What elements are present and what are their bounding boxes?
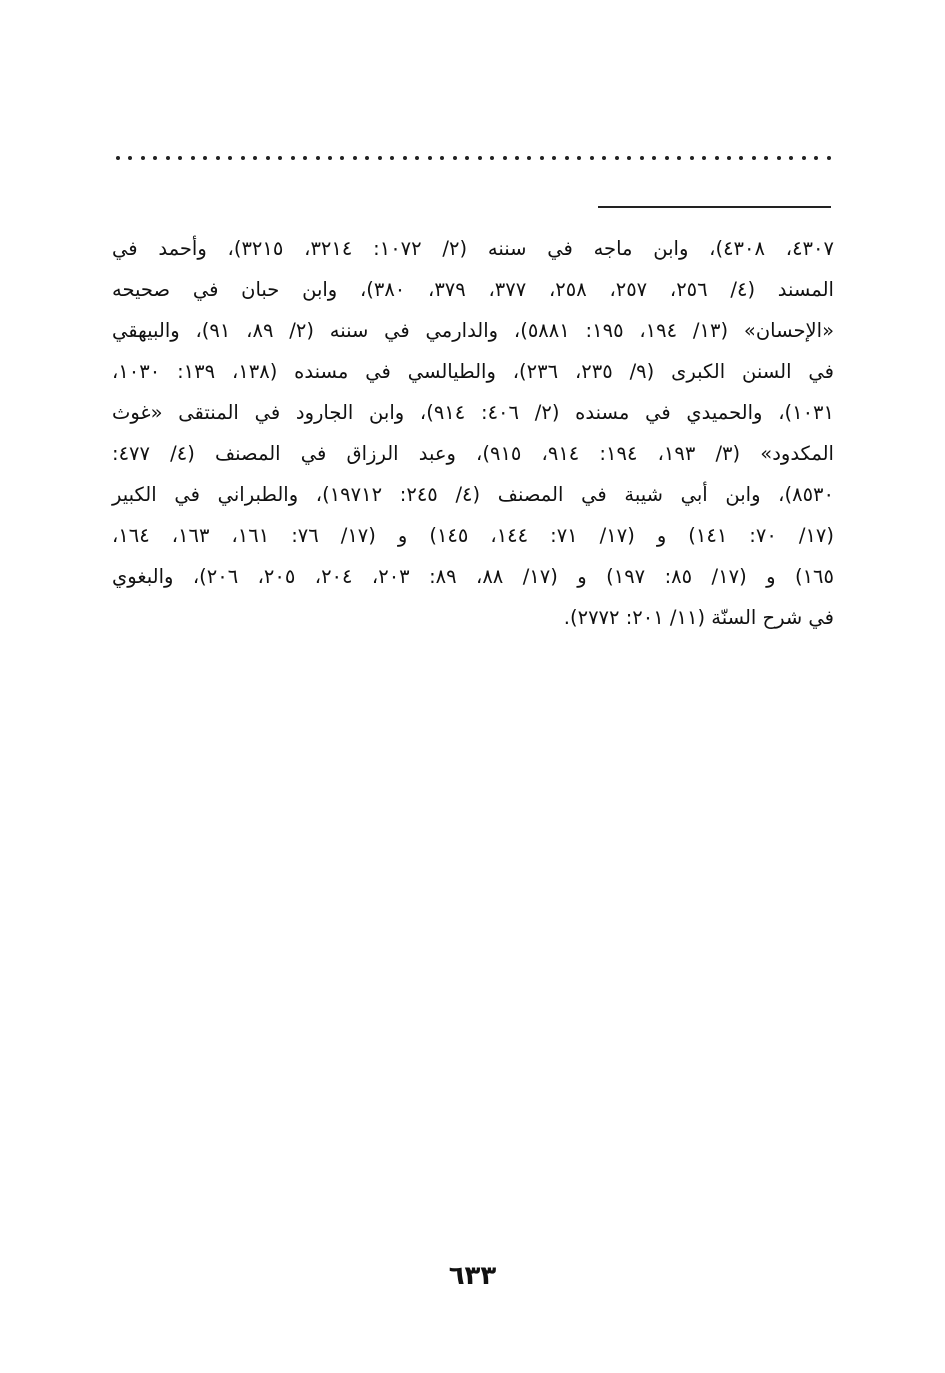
footnote-line: ١٦٥) و (١٧/ ٨٥: ١٩٧) و (١٧/ ٨٨، ٨٩: ٢٠٣، ٢٠٤، ٢٠٥، ٢٠٦)، والبغوي <box>112 565 834 588</box>
separator-dot <box>503 156 507 160</box>
separator-dot <box>777 156 781 160</box>
separator-dot <box>378 156 382 160</box>
separator-dot <box>739 156 743 160</box>
separator-dot <box>228 156 232 160</box>
separator-dot <box>440 156 444 160</box>
separator-dot <box>216 156 220 160</box>
separator-dot <box>490 156 494 160</box>
separator-dot <box>615 156 619 160</box>
separator-dot <box>814 156 818 160</box>
separator-dot <box>702 156 706 160</box>
separator-dot <box>789 156 793 160</box>
footnote-line: في شرح السنّة (١١/ ٢٠١: ٢٧٧٢). <box>563 606 834 629</box>
footnote-line: ٤٣٠٧، ٤٣٠٨)، وابن ماجه في سننه (٢/ ١٠٧٢: ٣٢١٤، ٣٢١٥)، وأحمد في <box>112 237 834 260</box>
page-number: ٦٣٣ <box>448 1261 497 1291</box>
separator-dot <box>191 156 195 160</box>
separator-dot <box>602 156 606 160</box>
separator-dot <box>515 156 519 160</box>
separator-dot <box>340 156 344 160</box>
separator-dot <box>652 156 656 160</box>
separator-dot <box>141 156 145 160</box>
footnote-line: «الإحسان» (١٣/ ١٩٤، ١٩٥: ٥٨٨١)، والدارمي في سننه (٢/ ٨٩، ٩١)، والبيهقي <box>112 319 834 342</box>
footnote-line: ١٠٣١)، والحميدي في مسنده (٢/ ٤٠٦: ٩١٤)، وابن الجارود في المنتقى «غوث <box>112 401 834 424</box>
footnote-separator-rule <box>598 206 831 208</box>
footnote-line: في السنن الكبرى (٩/ ٢٣٥، ٢٣٦)، والطيالسي في مسنده (١٣٨، ١٣٩: ١٠٣٠، <box>112 360 834 383</box>
separator-dot <box>540 156 544 160</box>
separator-dot <box>328 156 332 160</box>
footnote-text <box>112 228 834 638</box>
separator-dot <box>403 156 407 160</box>
separator-dot <box>827 156 831 160</box>
separator-dot <box>116 156 120 160</box>
separator-dot <box>453 156 457 160</box>
separator-dot <box>752 156 756 160</box>
separator-dot <box>128 156 132 160</box>
separator-dot <box>565 156 569 160</box>
separator-dot <box>802 156 806 160</box>
separator-dot <box>178 156 182 160</box>
separator-dot <box>203 156 207 160</box>
separator-dot <box>764 156 768 160</box>
separator-dot <box>166 156 170 160</box>
separator-dot <box>640 156 644 160</box>
footnote-line: المسند (٤/ ٢٥٦، ٢٥٧، ٢٥٨، ٣٧٧، ٣٧٩، ٣٨٠)، وابن حبان في صحيحه <box>112 278 834 301</box>
footnote-line: المكدود» (٣/ ١٩٣، ١٩٤: ٩١٤، ٩١٥)، وعبد الرزاق في المصنف (٤/ ٤٧٧: <box>112 442 834 465</box>
separator-dot <box>465 156 469 160</box>
separator-dot <box>266 156 270 160</box>
dotted-separator <box>116 148 831 168</box>
separator-dot <box>390 156 394 160</box>
separator-dot <box>241 156 245 160</box>
separator-dot <box>715 156 719 160</box>
separator-dot <box>291 156 295 160</box>
separator-dot <box>278 156 282 160</box>
separator-dot <box>527 156 531 160</box>
separator-dot <box>627 156 631 160</box>
separator-dot <box>577 156 581 160</box>
footnote-line: (١٧/ ٧٠: ١٤١) و (١٧/ ٧١: ١٤٤، ١٤٥) و (١٧/ ٧٦: ١٦١، ١٦٣، ١٦٤، <box>112 524 834 547</box>
separator-dot <box>428 156 432 160</box>
separator-dot <box>590 156 594 160</box>
separator-dot <box>415 156 419 160</box>
footnote-line: ٨٥٣٠)، وابن أبي شيبة في المصنف (٤/ ٢٤٥: ١٩٧١٢)، والطبراني في الكبير <box>112 483 834 506</box>
separator-dot <box>552 156 556 160</box>
separator-dot <box>677 156 681 160</box>
separator-dot <box>253 156 257 160</box>
separator-dot <box>478 156 482 160</box>
separator-dot <box>690 156 694 160</box>
separator-dot <box>727 156 731 160</box>
separator-dot <box>153 156 157 160</box>
separator-dot <box>303 156 307 160</box>
separator-dot <box>316 156 320 160</box>
separator-dot <box>353 156 357 160</box>
separator-dot <box>665 156 669 160</box>
separator-dot <box>365 156 369 160</box>
